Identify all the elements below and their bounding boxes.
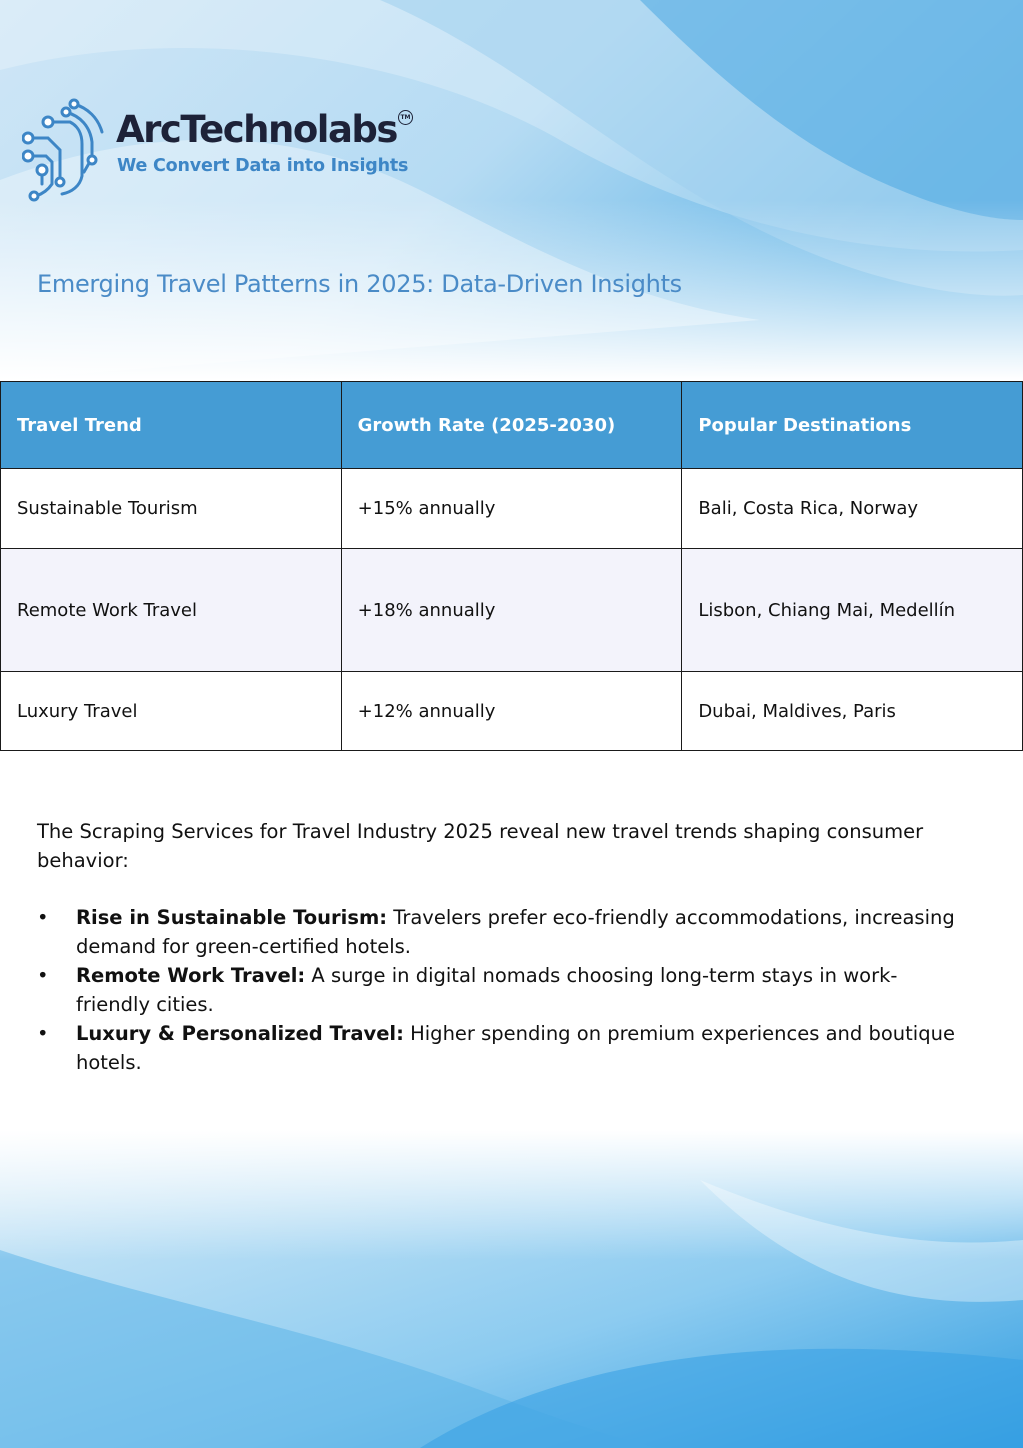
circuit-logo-icon [22,98,108,202]
list-item-text: Travelers prefer eco-friendly accommodations, increasing demand for green-certified hotels. [76,906,955,958]
table-row [1,672,1023,751]
list-item-term: Rise in Sustainable Tourism: [76,906,388,929]
intro-paragraph: The Scraping Services for Travel Industry 2025 reveal new travel trends shaping consumer behavior: [37,820,924,872]
cell-growth-rate: +12% annually [341,672,682,751]
page-title: Emerging Travel Patterns in 2025: Data-Driven Insights [37,270,682,298]
list-item-text: A surge in digital nomads choosing long-term stays in work-friendly cities. [76,964,898,1016]
cell-travel-trend: Remote Work Travel [1,549,342,672]
body-section [37,817,967,1077]
brand-name: ArcTechnolabs [116,108,397,151]
bullet-icon: • [37,906,49,929]
list-item [37,1019,967,1077]
list-item-term: Remote Work Travel: [76,964,306,987]
cell-growth-rate: +15% annually [341,469,682,549]
cell-travel-trend: Luxury Travel [1,672,342,751]
list-item-text: Higher spending on premium experiences and boutique hotels. [76,1022,955,1074]
column-header-growth-rate: Growth Rate (2025-2030) [341,382,682,469]
list-item [37,961,967,1019]
bullet-icon: • [37,1022,49,1045]
cell-popular-destinations: Dubai, Maldives, Paris [682,672,1023,751]
table-header-row [1,382,1023,469]
list-item [37,903,967,961]
cell-growth-rate: +18% annually [341,549,682,672]
cell-popular-destinations: Bali, Costa Rica, Norway [682,469,1023,549]
travel-trends-table [0,381,1023,751]
column-header-travel-trend: Travel Trend [1,382,342,469]
table-row [1,549,1023,672]
cell-travel-trend: Sustainable Tourism [1,469,342,549]
brand-tagline: We Convert Data into Insights [117,156,409,176]
trend-bullet-list [37,903,967,1077]
bullet-icon: • [37,964,49,987]
list-item-term: Luxury & Personalized Travel: [76,1022,404,1045]
cell-popular-destinations: Lisbon, Chiang Mai, Medellín [682,549,1023,672]
trademark-symbol: TM [398,110,413,125]
table-row [1,469,1023,549]
column-header-popular-destinations: Popular Destinations [682,382,1023,469]
brand-logo [22,98,422,208]
